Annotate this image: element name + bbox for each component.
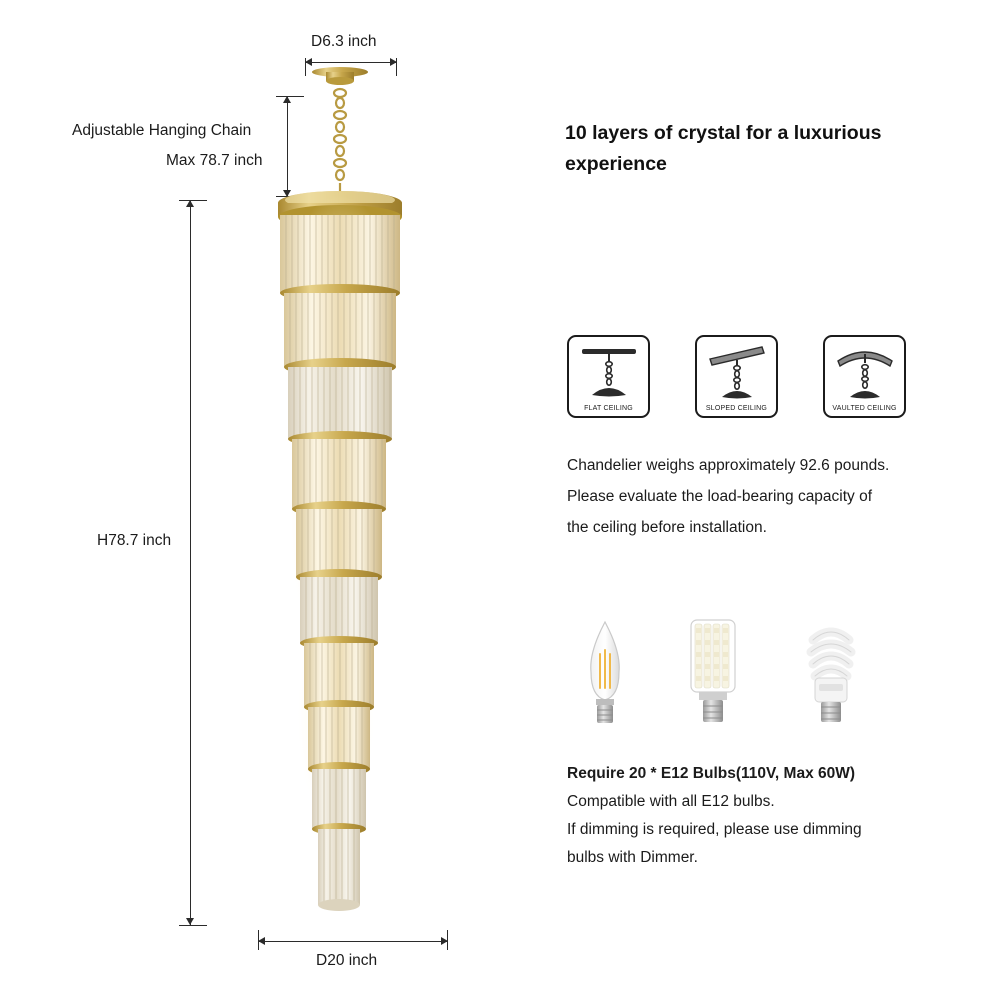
height-tick-bottom [179,925,207,926]
sloped-ceiling-icon [695,335,778,418]
bottom-diameter-label: D20 inch [316,952,378,969]
flat-ceiling-icon [567,335,650,418]
spiral-cfl-bulb [811,632,851,722]
bulb-line-1: Require 20 * E12 Bulbs(110V, Max 60W) [567,765,856,782]
bulb-illustrations [575,610,975,740]
bulb-requirement-note [567,760,987,872]
vaulted-ceiling-label: VAULTED CEILING [832,405,897,412]
top-diameter-label: D6.3 inch [311,33,377,50]
bulb-line-4: bulbs with Dimmer. [567,849,698,866]
bottom-diameter-line [258,941,448,942]
corn-led-bulb [691,620,735,722]
weight-line-3: the ceiling before installation. [567,519,767,536]
height-tick-top [179,200,207,201]
bulb-line-2: Compatible with all E12 bulbs. [567,793,775,810]
ceiling-type-icons [567,335,906,418]
height-label: H78.7 inch [97,532,172,549]
headline: 10 layers of crystal for a luxurious experience [565,122,882,175]
sloped-ceiling-label: SLOPED CEILING [705,405,768,412]
bulb-line-3: If dimming is required, please use dimming [567,821,862,838]
vaulted-ceiling-icon [823,335,906,418]
weight-line-1: Chandelier weighs approximately 92.6 pounds. [567,457,890,474]
weight-note [567,450,987,543]
height-dimension-line [190,200,191,925]
chain-label-line2: Max 78.7 inch [166,152,263,169]
flat-ceiling-label: FLAT CEILING [584,405,633,412]
height-arrow-bottom [186,918,194,925]
candle-filament-bulb [591,622,619,723]
chandelier-illustration [230,55,490,935]
chain-label-line1: Adjustable Hanging Chain [72,122,252,139]
info-panel [545,0,1000,1000]
bottom-dim-arrow-left [258,937,265,945]
height-arrow-top [186,200,194,207]
weight-line-2: Please evaluate the load-bearing capacity of [567,488,873,505]
